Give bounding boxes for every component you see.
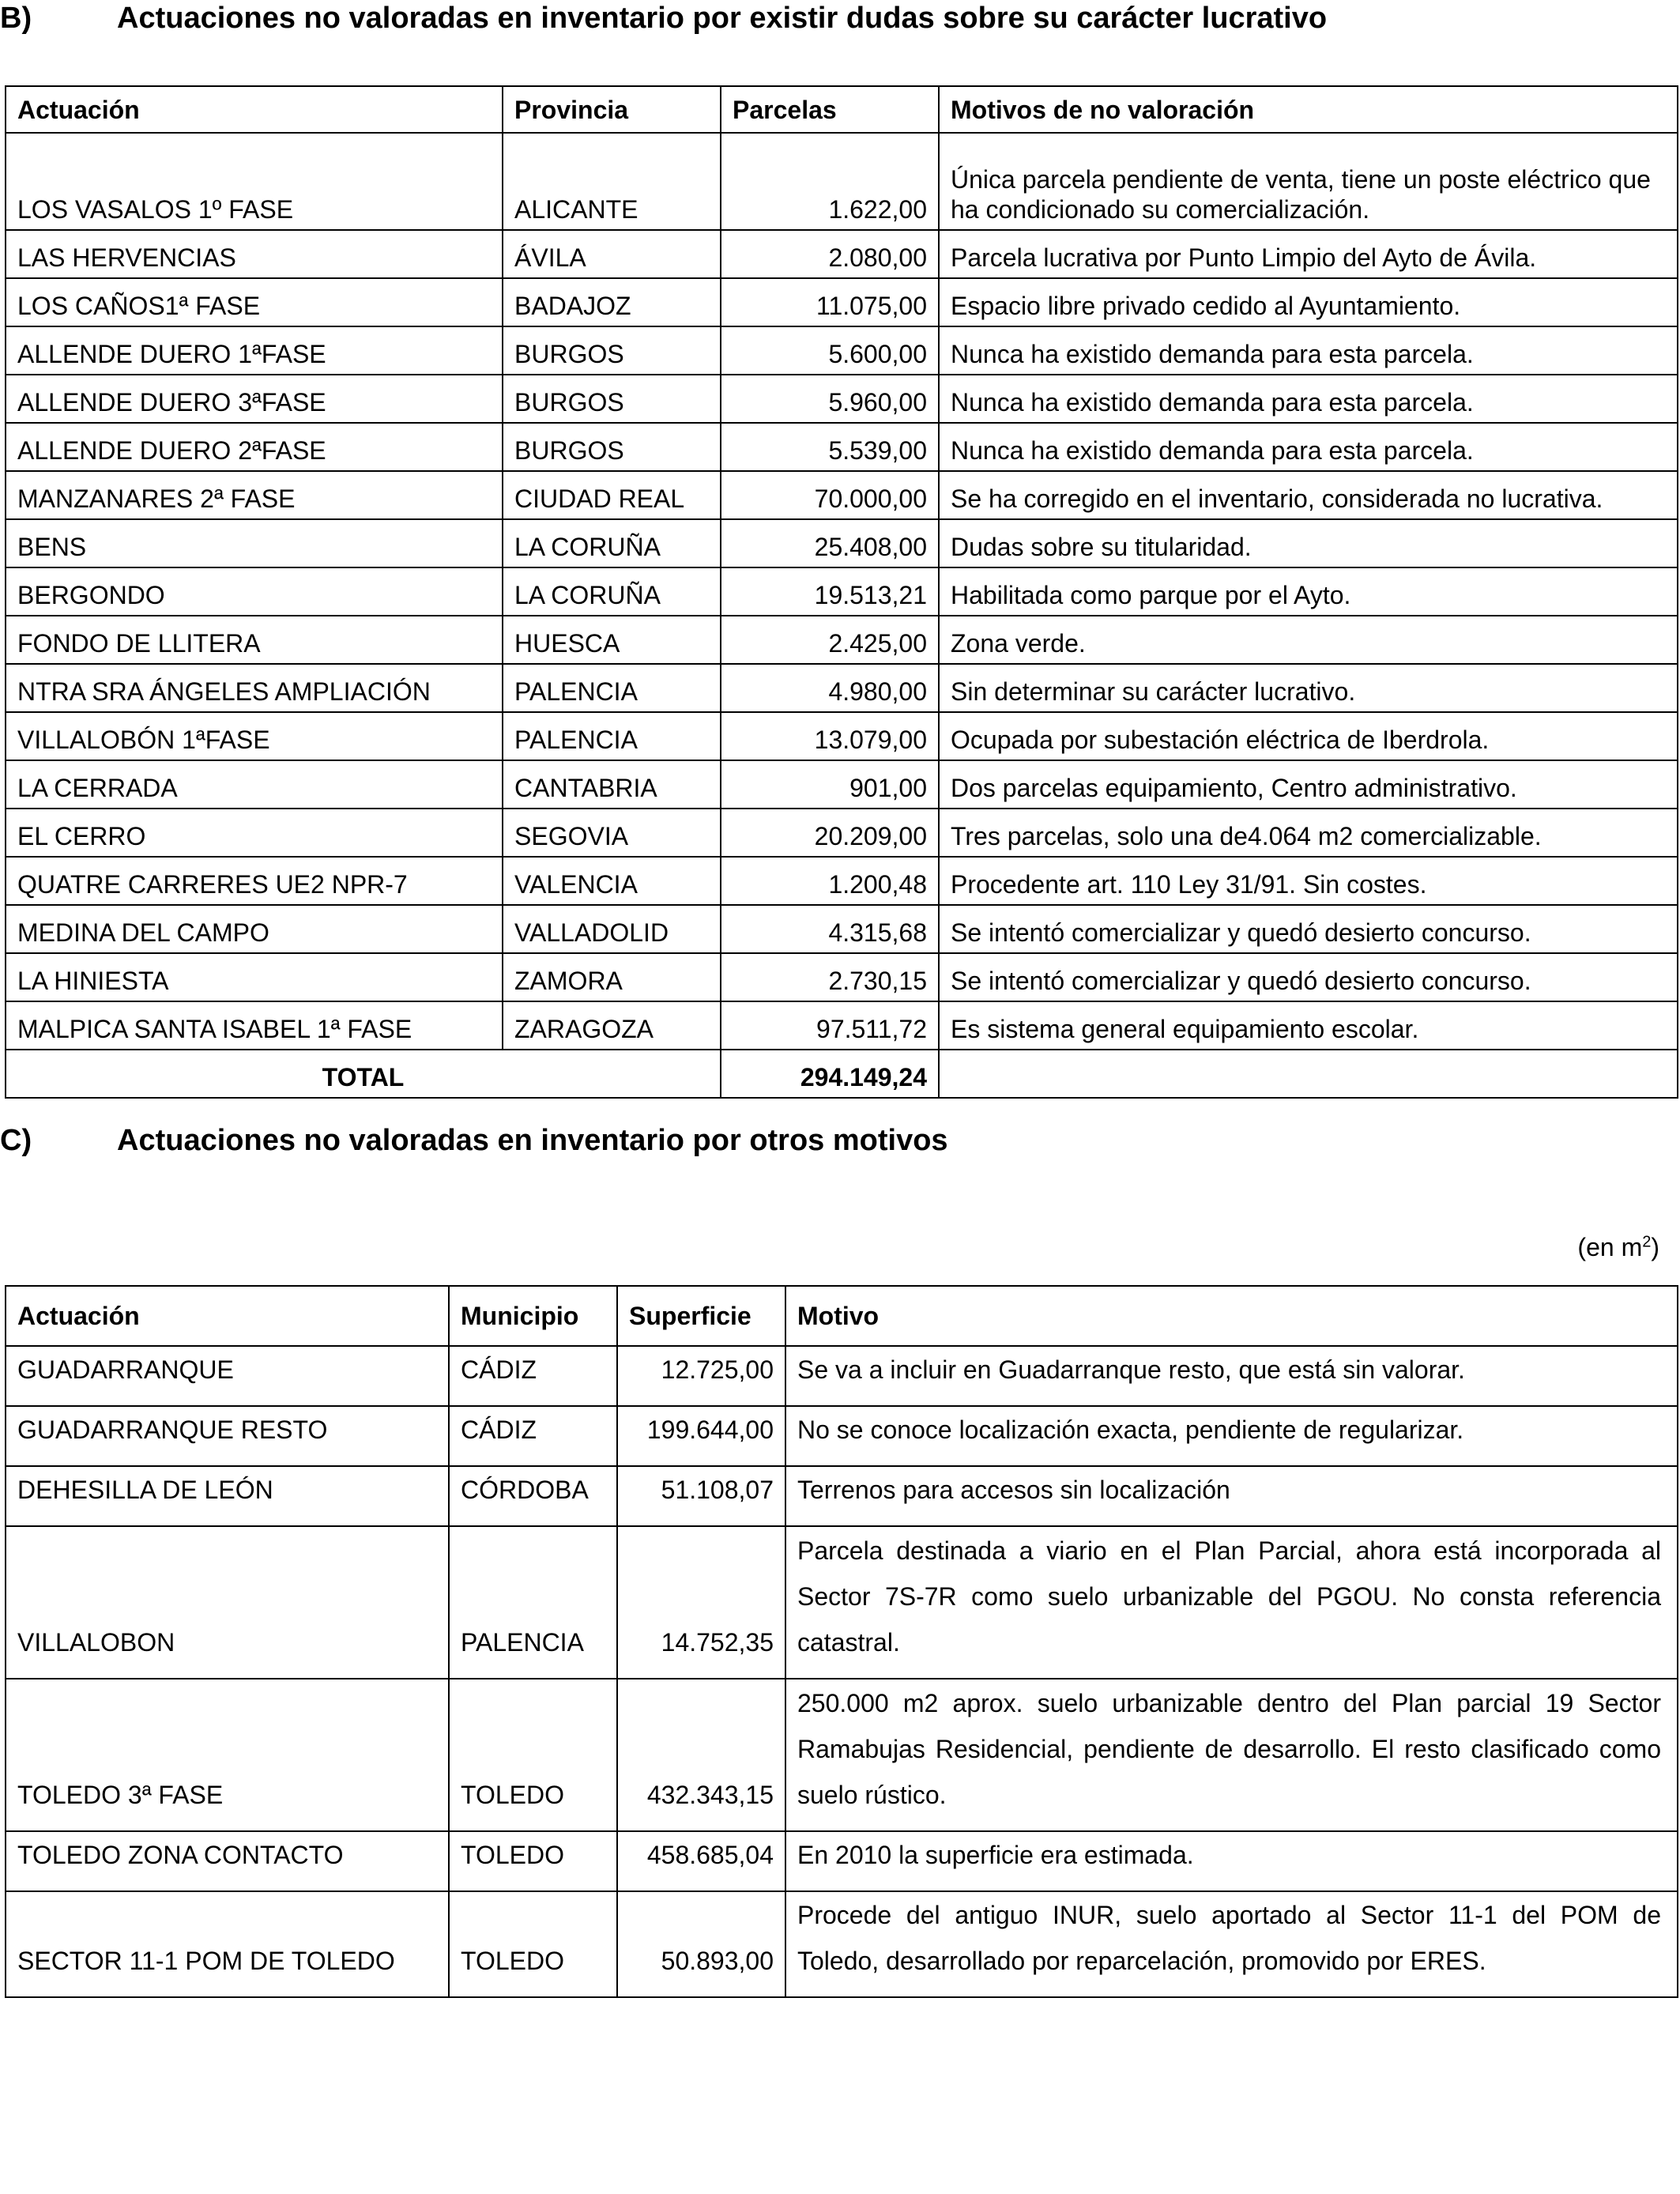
cell-provincia: HUESCA [503, 616, 721, 664]
column-header-motivo: Motivo [785, 1286, 1678, 1346]
cell-parcelas: 20.209,00 [721, 809, 939, 857]
cell-actuacion: FONDO DE LLITERA [6, 616, 503, 664]
cell-parcelas: 901,00 [721, 760, 939, 809]
cell-provincia: ZAMORA [503, 953, 721, 1001]
table-b [5, 85, 1678, 1099]
cell-actuacion: ALLENDE DUERO 2ªFASE [6, 423, 503, 471]
cell-actuacion: TOLEDO ZONA CONTACTO [6, 1831, 449, 1891]
table-c-row [6, 1346, 1678, 1406]
cell-provincia: LA CORUÑA [503, 567, 721, 616]
cell-provincia: BADAJOZ [503, 278, 721, 326]
total-empty-cell [939, 1050, 1678, 1098]
cell-provincia: ZARAGOZA [503, 1001, 721, 1050]
cell-parcelas: 4.980,00 [721, 664, 939, 712]
cell-provincia: ALICANTE [503, 133, 721, 230]
total-label: TOTAL [6, 1050, 721, 1098]
cell-motivo: Procedente art. 110 Ley 31/91. Sin costes. [939, 857, 1678, 905]
cell-provincia: TOLEDO [449, 1891, 617, 1997]
cell-motivo: Habilitada como parque por el Ayto. [939, 567, 1678, 616]
cell-actuacion: GUADARRANQUE [6, 1346, 449, 1406]
table-c-row [6, 1466, 1678, 1526]
cell-motivo: Nunca ha existido demanda para esta parcela. [939, 423, 1678, 471]
cell-motivo: Espacio libre privado cedido al Ayuntamiento. [939, 278, 1678, 326]
cell-motivo: En 2010 la superficie era estimada. [785, 1831, 1678, 1891]
column-header-actuacion: Actuación [6, 86, 503, 133]
cell-parcelas: 11.075,00 [721, 278, 939, 326]
cell-motivo: Se intentó comercializar y quedó desierto concurso. [939, 905, 1678, 953]
table-b-total-row [6, 1050, 1678, 1098]
cell-motivo: Se intentó comercializar y quedó desierto concurso. [939, 953, 1678, 1001]
cell-motivo: No se conoce localización exacta, pendiente de regularizar. [785, 1406, 1678, 1466]
cell-actuacion: LAS HERVENCIAS [6, 230, 503, 278]
cell-parcelas: 4.315,68 [721, 905, 939, 953]
cell-actuacion: ALLENDE DUERO 1ªFASE [6, 326, 503, 375]
cell-provincia: TOLEDO [449, 1831, 617, 1891]
cell-provincia: CIUDAD REAL [503, 471, 721, 519]
cell-actuacion: ALLENDE DUERO 3ªFASE [6, 375, 503, 423]
cell-actuacion: LOS CAÑOS1ª FASE [6, 278, 503, 326]
cell-actuacion: TOLEDO 3ª FASE [6, 1679, 449, 1831]
cell-motivo: Parcela destinada a viario en el Plan Parcial, ahora está incorporada al Sector 7S-7R como suelo urbanizable del PGOU. No consta referencia catastral. [785, 1526, 1678, 1679]
cell-parcelas: 5.960,00 [721, 375, 939, 423]
cell-provincia: ÁVILA [503, 230, 721, 278]
table-b-row [6, 519, 1678, 567]
cell-actuacion: EL CERRO [6, 809, 503, 857]
cell-provincia: VALENCIA [503, 857, 721, 905]
cell-parcelas: 5.539,00 [721, 423, 939, 471]
cell-motivo: Terrenos para accesos sin localización [785, 1466, 1678, 1526]
table-b-row [6, 230, 1678, 278]
cell-motivo: Ocupada por subestación eléctrica de Iberdrola. [939, 712, 1678, 760]
section-c-title: Actuaciones no valoradas en inventario por otros motivos [117, 1124, 948, 1157]
table-b-row [6, 905, 1678, 953]
table-b-row [6, 278, 1678, 326]
cell-motivo: Nunca ha existido demanda para esta parcela. [939, 326, 1678, 375]
table-c-header-row [6, 1286, 1678, 1346]
cell-parcelas: 432.343,15 [617, 1679, 785, 1831]
cell-parcelas: 2.425,00 [721, 616, 939, 664]
cell-parcelas: 199.644,00 [617, 1406, 785, 1466]
cell-actuacion: VILLALOBON [6, 1526, 449, 1679]
cell-motivo: Dos parcelas equipamiento, Centro administrativo. [939, 760, 1678, 809]
column-header-superficie: Superficie [617, 1286, 785, 1346]
table-b-row [6, 809, 1678, 857]
cell-motivo: Dudas sobre su titularidad. [939, 519, 1678, 567]
table-c [5, 1285, 1678, 1998]
table-b-row [6, 1001, 1678, 1050]
cell-actuacion: MALPICA SANTA ISABEL 1ª FASE [6, 1001, 503, 1050]
cell-parcelas: 13.079,00 [721, 712, 939, 760]
cell-provincia: CÁDIZ [449, 1406, 617, 1466]
cell-motivo: Procede del antiguo INUR, suelo aportado al Sector 11-1 del POM de Toledo, desarrollado por reparcelación, promovido por ERES. [785, 1891, 1678, 1997]
cell-provincia: CANTABRIA [503, 760, 721, 809]
cell-actuacion: MANZANARES 2ª FASE [6, 471, 503, 519]
cell-provincia: CÓRDOBA [449, 1466, 617, 1526]
cell-actuacion: NTRA SRA ÁNGELES AMPLIACIÓN [6, 664, 503, 712]
section-b-heading [0, 2, 1680, 38]
cell-parcelas: 1.200,48 [721, 857, 939, 905]
table-b-row [6, 616, 1678, 664]
section-b-title: Actuaciones no valoradas en inventario por existir dudas sobre su carácter lucrativo [117, 2, 1328, 35]
table-b-header-row [6, 86, 1678, 133]
cell-parcelas: 5.600,00 [721, 326, 939, 375]
table-b-row [6, 375, 1678, 423]
cell-motivo: Parcela lucrativa por Punto Limpio del Ayto de Ávila. [939, 230, 1678, 278]
cell-provincia: BURGOS [503, 375, 721, 423]
cell-motivo: Se ha corregido en el inventario, considerada no lucrativa. [939, 471, 1678, 519]
column-header-provincia: Provincia [503, 86, 721, 133]
table-c-row [6, 1831, 1678, 1891]
cell-actuacion: LA HINIESTA [6, 953, 503, 1001]
cell-parcelas: 97.511,72 [721, 1001, 939, 1050]
cell-parcelas: 12.725,00 [617, 1346, 785, 1406]
table-b-row [6, 133, 1678, 230]
cell-parcelas: 2.080,00 [721, 230, 939, 278]
cell-parcelas: 25.408,00 [721, 519, 939, 567]
section-b-letter: B) [0, 2, 32, 35]
column-header-parcelas: Parcelas [721, 86, 939, 133]
section-c-heading [0, 1124, 1680, 1160]
cell-provincia: PALENCIA [449, 1526, 617, 1679]
table-b-row [6, 664, 1678, 712]
cell-parcelas: 70.000,00 [721, 471, 939, 519]
table-b-row [6, 857, 1678, 905]
cell-provincia: VALLADOLID [503, 905, 721, 953]
cell-parcelas: 2.730,15 [721, 953, 939, 1001]
cell-provincia: PALENCIA [503, 664, 721, 712]
cell-actuacion: DEHESILLA DE LEÓN [6, 1466, 449, 1526]
cell-actuacion: MEDINA DEL CAMPO [6, 905, 503, 953]
table-c-row [6, 1679, 1678, 1831]
cell-parcelas: 50.893,00 [617, 1891, 785, 1997]
section-c-letter: C) [0, 1124, 32, 1157]
cell-actuacion: BERGONDO [6, 567, 503, 616]
table-b-row [6, 760, 1678, 809]
cell-actuacion: SECTOR 11-1 POM DE TOLEDO [6, 1891, 449, 1997]
cell-parcelas: 51.108,07 [617, 1466, 785, 1526]
cell-provincia: LA CORUÑA [503, 519, 721, 567]
cell-motivo: Es sistema general equipamiento escolar. [939, 1001, 1678, 1050]
cell-actuacion: GUADARRANQUE RESTO [6, 1406, 449, 1466]
cell-motivo: Zona verde. [939, 616, 1678, 664]
column-header-motivos: Motivos de no valoración [939, 86, 1678, 133]
cell-actuacion: LA CERRADA [6, 760, 503, 809]
table-b-row [6, 712, 1678, 760]
table-b-row [6, 567, 1678, 616]
unit-label: (en $m^2$) [1577, 1233, 1659, 1261]
cell-actuacion: VILLALOBÓN 1ªFASE [6, 712, 503, 760]
total-value: 294.149,24 [721, 1050, 939, 1098]
cell-provincia: BURGOS [503, 326, 721, 375]
cell-parcelas: 19.513,21 [721, 567, 939, 616]
cell-actuacion: QUATRE CARRERES UE2 NPR-7 [6, 857, 503, 905]
cell-parcelas: 458.685,04 [617, 1831, 785, 1891]
cell-provincia: PALENCIA [503, 712, 721, 760]
cell-provincia: TOLEDO [449, 1679, 617, 1831]
column-header-actuacion: Actuación [6, 1286, 449, 1346]
table-c-row [6, 1891, 1678, 1997]
column-header-municipio: Municipio [449, 1286, 617, 1346]
cell-motivo: Nunca ha existido demanda para esta parcela. [939, 375, 1678, 423]
cell-motivo: Única parcela pendiente de venta, tiene un poste eléctrico que ha condicionado su comercialización. [939, 133, 1678, 230]
table-c-row [6, 1526, 1678, 1679]
cell-parcelas: 14.752,35 [617, 1526, 785, 1679]
table-b-row [6, 423, 1678, 471]
cell-provincia: BURGOS [503, 423, 721, 471]
cell-actuacion: BENS [6, 519, 503, 567]
cell-parcelas: 1.622,00 [721, 133, 939, 230]
cell-motivo: Se va a incluir en Guadarranque resto, que está sin valorar. [785, 1346, 1678, 1406]
cell-actuacion: LOS VASALOS 1º FASE [6, 133, 503, 230]
table-b-row [6, 326, 1678, 375]
cell-provincia: CÁDIZ [449, 1346, 617, 1406]
table-b-row [6, 471, 1678, 519]
table-c-row [6, 1406, 1678, 1466]
cell-motivo: Sin determinar su carácter lucrativo. [939, 664, 1678, 712]
cell-motivo: Tres parcelas, solo una de4.064 m2 comercializable. [939, 809, 1678, 857]
cell-provincia: SEGOVIA [503, 809, 721, 857]
cell-motivo: 250.000 m2 aprox. suelo urbanizable dentro del Plan parcial 19 Sector Ramabujas Residencial, pendiente de desarrollo. El resto clasificado como suelo rústico. [785, 1679, 1678, 1831]
table-b-row [6, 953, 1678, 1001]
